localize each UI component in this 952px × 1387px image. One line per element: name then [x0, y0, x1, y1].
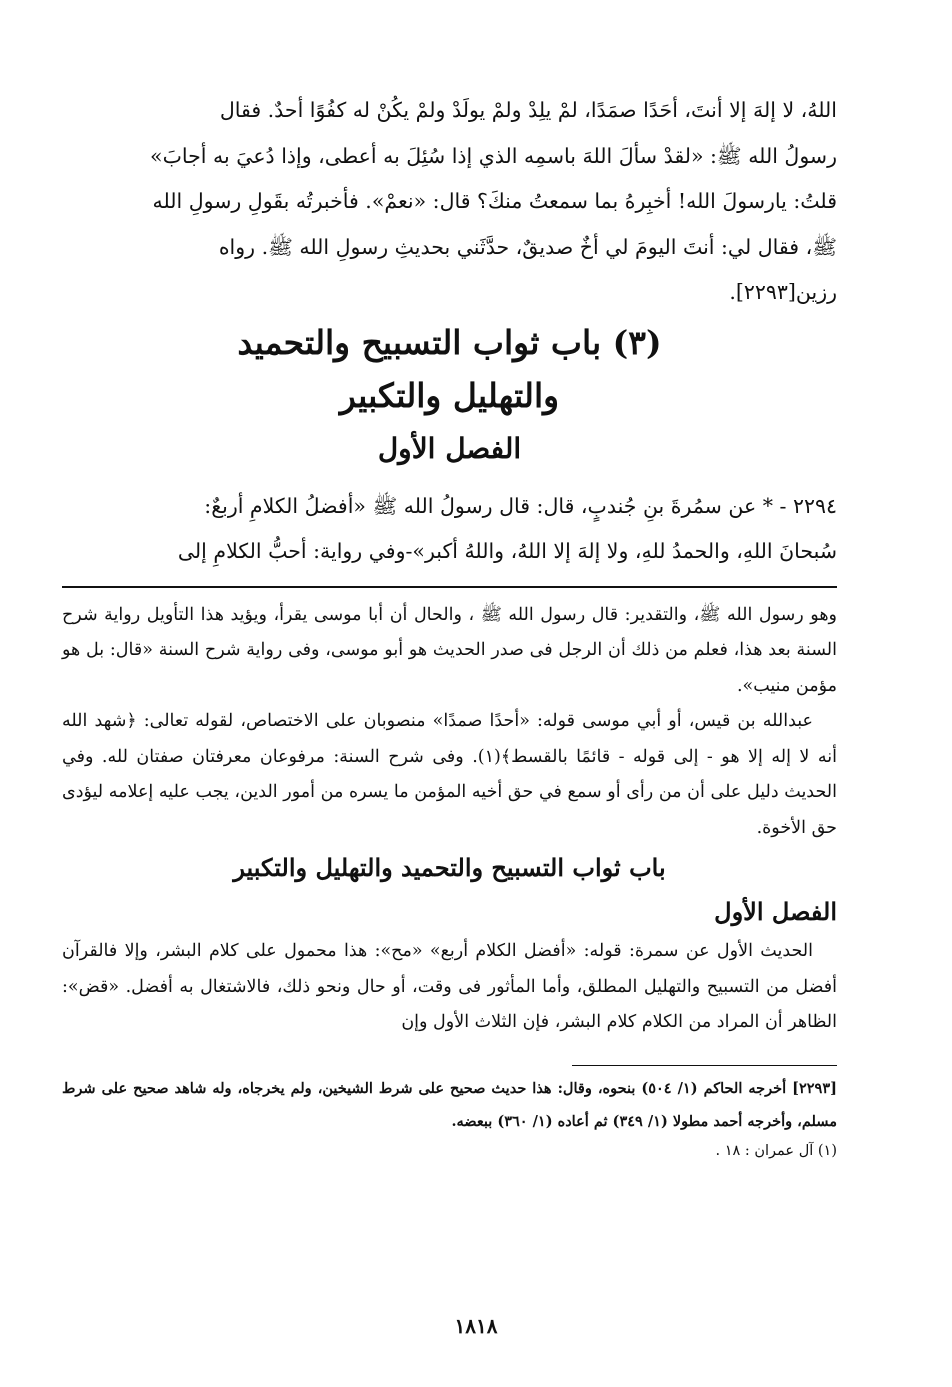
main-text-line: قلتُ: يارسولَ الله! أخبِرهُ بما سمعتُ منكَ؟ قال: «نعمْ». فأخبرتُه بقَولِ رسولِ الله	[152, 189, 837, 213]
footnote-takhrij: [٢٢٩٣] أخرجه الحاكم (١/ ٥٠٤) بنحوه، وقال: هذا حديث صحيح على شرط الشيخين، ولم يخرجاه، وله شاهد صحيح على شرط مسلم، وأخرجه أحمد مطولا (١/ ٣٤٩) ثم أعاده (١/ ٣٦٠) ببعضه.	[62, 1079, 837, 1130]
commentary-paragraph: وهو رسول الله ﷺ، والتقدير: قال رسول الله ﷺ ، والحال أن أبا موسى يقرأ، ويؤيد هذا التأويل رواية شرح السنة بعد هذا، فعلم من ذلك أن الرجل فى صدر الحديث هو أبو موسى، وفى رواية شرح السنة «قال: بل هو مؤمن منيب».	[62, 604, 837, 696]
footnotes	[62, 1072, 837, 1164]
main-text-line: اللهُ، لا إلهَ إلا أنتَ، أحَدًا صمَدًا، لمْ يلِدْ ولمْ يولَدْ ولمْ يكُنْ له كفُوًا أحدٌ. فقال	[219, 98, 837, 122]
commentary-section-heading: الفصل الأول	[714, 897, 837, 926]
commentary-paragraph: عبدالله بن قيس، أو أبي موسى قوله: «أحدًا صمدًا» منصوبان على الاختصاص، لقوله تعالى: ﴿شهد الله أنه لا إله إلا هو - إلى قوله - قائمًا بالقسط﴾(١). وفى شرح السنة: مرفوعان معرفتان صفتان لله. وفي الحديث دليل على أن من رأى أو سمع في حق أخيه المؤمن ما يسره من أمور الدين، يجب عليه إعلامه ليؤدى حق الأخوة.	[62, 711, 837, 838]
main-text-line: رزين[٢٢٩٣].	[729, 280, 837, 304]
hadith-line: سُبحانَ اللهِ، والحمدُ للهِ، ولا إلهَ إلا اللهُ، واللهُ أكبر»-وفي رواية: أحبُّ الكلامِ إلى	[177, 538, 837, 563]
footnote-divider	[572, 1065, 837, 1066]
commentary-paragraph: الحديث الأول عن سمرة: قوله: «أفضل الكلام أربع» «مح»: هذا محمول على كلام البشر، وإلا فالقرآن أفضل من التسبيح والتهليل المطلق، وأما المأثور فى وقت، أو حال ونحو ذلك، فالاشتغال به أفضل. «قض»: الظاهر أن المراد من الكلام كلام البشر، فإن الثلاث الأول وإن	[62, 941, 837, 1032]
commentary-chapter-heading: باب ثواب التسبيح والتحميد والتهليل والتكبير	[233, 853, 666, 882]
chapter-title-line1: (٣) باب ثواب التسبيح والتحميد	[237, 322, 662, 362]
section-title: الفصل الأول	[377, 431, 522, 465]
commentary-divider	[62, 586, 837, 588]
commentary	[62, 598, 837, 1041]
page	[62, 88, 837, 1164]
main-text-line: رسولُ الله ﷺ: «لقدْ سألَ اللهَ باسمِه الذي إذا سُئِلَ به أعطى، وإذا دُعيَ به أجابَ»	[150, 143, 837, 168]
chapter-title-line2: والتهليل والتكبير	[339, 375, 560, 415]
hadith-text	[62, 484, 837, 574]
hadith-line: ٢٢٩٤ - * عن سمُرةَ بنِ جُندبٍ، قال: قال رسولُ الله ﷺ «أفضلُ الكلامِ أربعٌ:	[204, 493, 837, 518]
main-text	[62, 88, 837, 316]
page-number: ١٨١٨	[454, 1314, 498, 1338]
main-text-line: ﷺ، فقال لي: أنتَ اليومَ لي أخٌ صديقٌ، حدَّثَني بحديثِ رسولِ الله ﷺ. رواه	[218, 234, 837, 259]
footnote-quran-ref: (١) آل عمران : ١٨ .	[715, 1142, 837, 1159]
